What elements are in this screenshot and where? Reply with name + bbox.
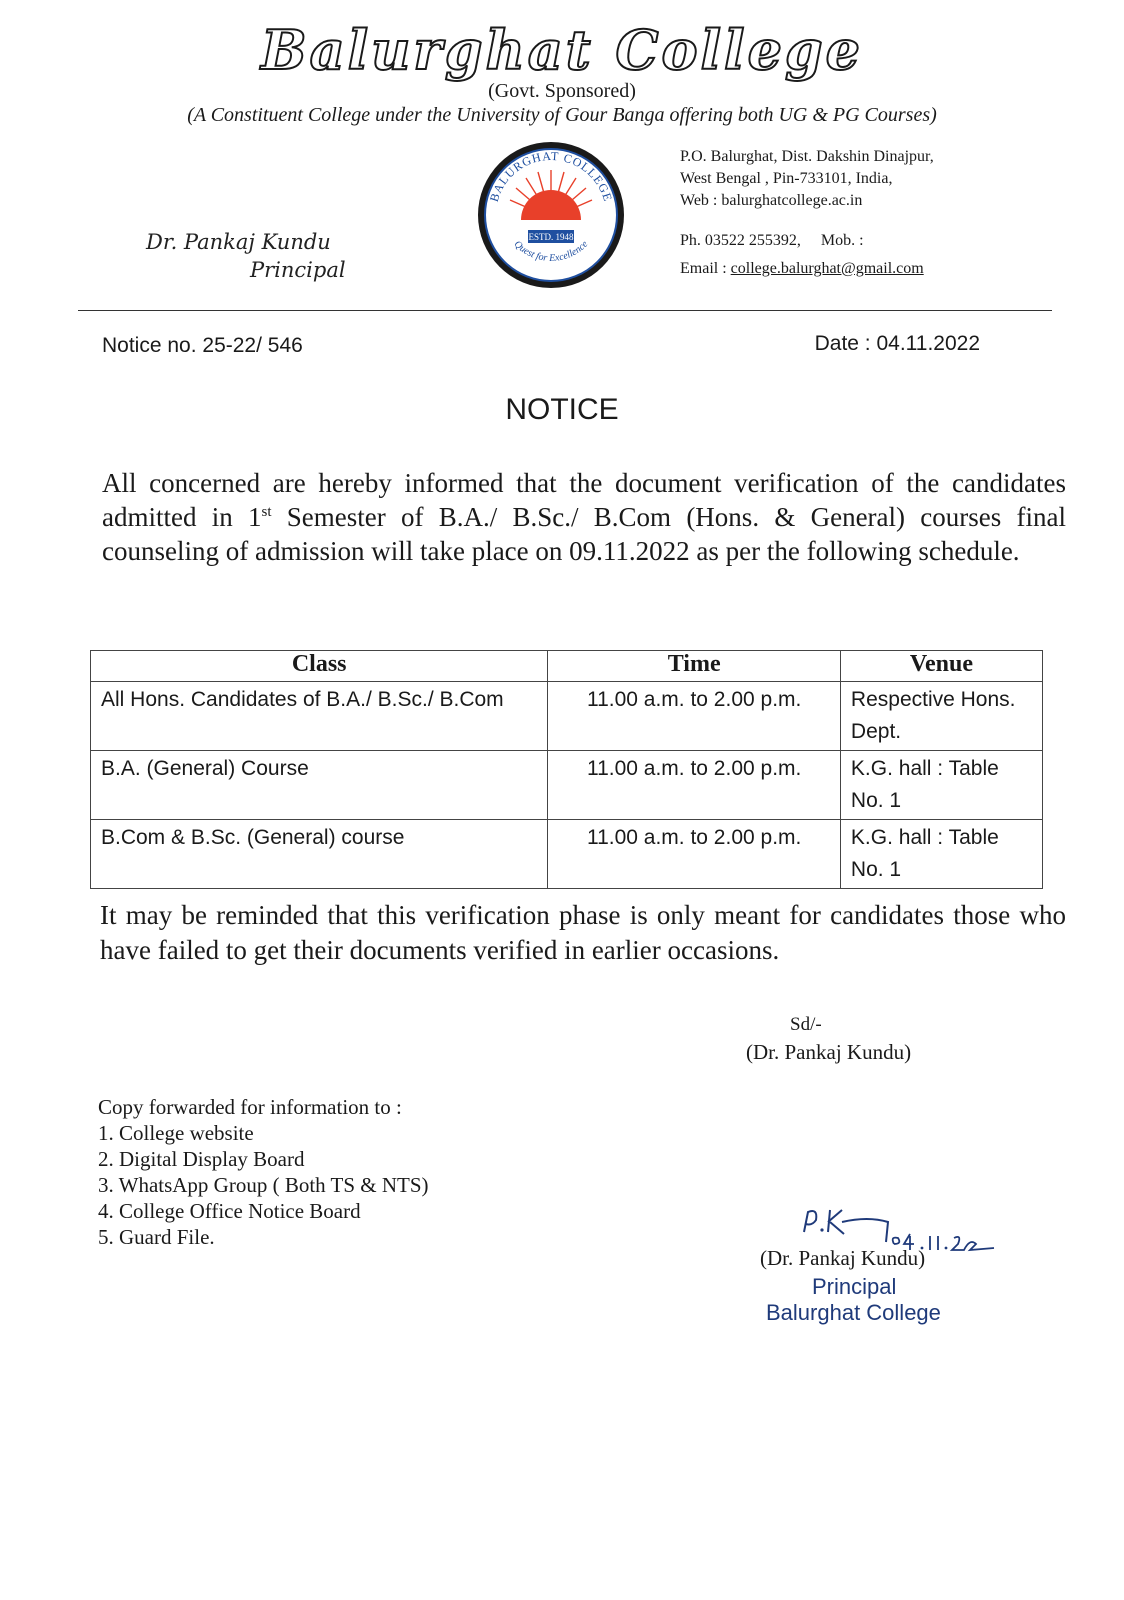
cell-time: 11.00 a.m. to 2.00 p.m. <box>548 820 841 889</box>
cell-venue: K.G. hall : Table No. 1 <box>840 751 1042 820</box>
header-divider <box>78 310 1052 311</box>
seal-top-text: BALURGHAT COLLEGE <box>486 148 616 204</box>
address-email: Email : college.balurghat@gmail.com <box>680 260 924 277</box>
college-seal-icon <box>476 140 626 290</box>
sd-name: (Dr. Pankaj Kundu) <box>746 1040 912 1064</box>
notice-number: Notice no. 25-22/ 546 <box>102 334 303 357</box>
cell-class: B.A. (General) Course <box>91 751 548 820</box>
constituent-line: (A Constituent College under the University of Gour Banga offering both UG & PG Courses) <box>187 104 937 126</box>
sd-label: Sd/- <box>790 1014 822 1035</box>
header-class: Class <box>91 651 548 682</box>
header-venue: Venue <box>840 651 1042 682</box>
college-address <box>680 146 934 280</box>
table-row <box>91 820 1043 889</box>
header-time: Time <box>548 651 841 682</box>
list-item: 5. Guard File. <box>98 1225 215 1249</box>
cell-time: 11.00 a.m. to 2.00 p.m. <box>548 682 841 751</box>
signatory-name: (Dr. Pankaj Kundu) <box>760 1246 926 1270</box>
notice-date: Date : 04.11.2022 <box>814 332 980 355</box>
list-item: 2. Digital Display Board <box>98 1147 305 1171</box>
sponsored-line: (Govt. Sponsored) <box>488 80 636 102</box>
cell-class: B.Com & B.Sc. (General) course <box>91 820 548 889</box>
email-link[interactable]: college.balurghat@gmail.com <box>730 260 924 277</box>
college-name-logo: Balurghat College <box>260 18 864 82</box>
header-principal-name: Dr. Pankaj Kundu <box>146 230 331 254</box>
address-phone: Ph. 03522 255392, Mob. : <box>680 232 864 249</box>
address-web: Web : balurghatcollege.ac.in <box>680 192 863 209</box>
cell-class: All Hons. Candidates of B.A./ B.Sc./ B.Com <box>91 682 548 751</box>
cell-time: 11.00 a.m. to 2.00 p.m. <box>548 751 841 820</box>
cell-venue: K.G. hall : Table No. 1 <box>840 820 1042 889</box>
notice-body: All concerned are hereby informed that the document verification of the candidates admitted in 1st Semester of B.A./ B.Sc./ B.Com (Hons. & General) courses final counseling of admission will take place on 09.11.2022 as per the following schedule. <box>102 468 1066 566</box>
list-item: 3. WhatsApp Group ( Both TS & NTS) <box>98 1173 429 1197</box>
seal-motto: Quest for Excellence <box>511 238 591 265</box>
cell-venue: Respective Hons. Dept. <box>840 682 1042 751</box>
table-header-row <box>91 651 1043 682</box>
address-line-2: West Bengal , Pin-733101, India, <box>680 170 893 187</box>
signatory-college: Balurghat College <box>766 1300 941 1325</box>
list-item: 4. College Office Notice Board <box>98 1199 361 1223</box>
web-link[interactable]: balurghatcollege.ac.in <box>721 192 863 209</box>
schedule-table <box>90 650 1043 889</box>
seal-estd: ESTD. 1948 <box>528 232 574 242</box>
copy-forwarded-title: Copy forwarded for information to : <box>98 1095 402 1119</box>
table-row <box>91 751 1043 820</box>
reminder-paragraph: It may be reminded that this verification phase is only meant for candidates those who have failed to get their documents verified in earlier occasions. <box>100 900 1066 965</box>
notice-heading: NOTICE <box>505 393 619 426</box>
list-item: 1. College website <box>98 1121 254 1145</box>
header-principal-title: Principal <box>250 258 346 282</box>
table-row <box>91 682 1043 751</box>
signatory-title: Principal <box>812 1274 897 1299</box>
copy-forwarded-list <box>98 1094 429 1250</box>
address-line-1: P.O. Balurghat, Dist. Dakshin Dinajpur, <box>680 148 934 165</box>
